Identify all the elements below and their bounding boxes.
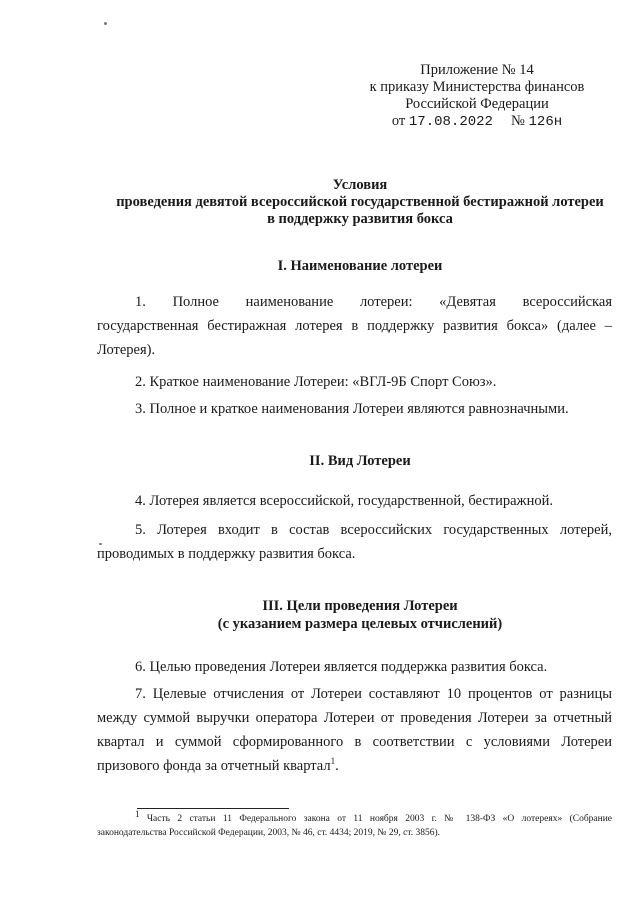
paragraph-5: [97, 518, 612, 566]
footnote-separator: [137, 808, 289, 809]
p1-line-1: 1. Полное наименование лотереи: «Девятая всероссийская: [135, 294, 612, 310]
p5-line-1: 5. Лотерея входит в состав всероссийских государственных лотерей,: [135, 522, 612, 538]
footnote: [97, 808, 613, 840]
footnote-marker: 1: [135, 808, 140, 819]
section-1-heading: [60, 257, 640, 275]
scan-speck: [104, 22, 107, 25]
p7-line-3: квартал и суммой сформированного в соответствии с условиями Лотереи: [97, 734, 612, 750]
footnote-line-1: [97, 808, 613, 826]
p7-line-2: между суммой выручки оператора Лотереи от проведения Лотереи за отчетный: [97, 710, 612, 726]
footnote-line-1-text: Часть 2 статьи 11 Федерального закона от 11 ноября 2003 г. № 138-ФЗ «О лотереях» (Собрание: [146, 814, 613, 824]
paragraph-1: [97, 290, 612, 362]
p7-line-1: 7. Целевые отчисления от Лотереи составляют 10 процентов от разницы: [135, 686, 612, 702]
section-2-heading: [60, 452, 640, 470]
title-line-1: Условия: [332, 177, 388, 193]
section-1-heading-text: I. Наименование лотереи: [277, 258, 443, 274]
appendix-number: Приложение № 14: [420, 62, 534, 78]
p3-text: 3. Полное и краткое наименования Лотереи являются равнозначными.: [135, 401, 569, 417]
p6-text: 6. Целью проведения Лотереи является поддержка развития бокса.: [135, 659, 548, 675]
appendix-header: [357, 62, 597, 131]
date-prefix: от: [391, 113, 406, 129]
document-title: [60, 177, 640, 228]
paragraph-7: [97, 682, 612, 778]
title-line-3: в поддержку развития бокса: [267, 211, 453, 227]
p1-line-2: государственная бестиражная лотерея в поддержку развития бокса» (далее –: [97, 318, 612, 334]
section-3-heading: [60, 597, 640, 633]
number-sign: №: [511, 113, 525, 129]
title-line-2: проведения девятой всероссийской государственной бестиражной лотереи: [116, 194, 604, 210]
appendix-date-row: [357, 113, 597, 131]
paragraph-6: [97, 655, 612, 679]
appendix-country: Российской Федерации: [405, 96, 549, 112]
footnote-reference[interactable]: 1: [330, 756, 336, 767]
paragraph-3: [97, 397, 612, 421]
section-3-heading-line-2: (с указанием размера целевых отчислений): [217, 616, 503, 632]
order-date: 17.08.2022: [408, 114, 493, 130]
p5-line-2: проводимых в поддержку развития бокса.: [97, 546, 356, 562]
paragraph-4: [97, 489, 612, 513]
appendix-order-ref: к приказу Министерства финансов: [369, 79, 585, 95]
p4-text: 4. Лотерея является всероссийской, государственной, бестиражной.: [135, 493, 553, 509]
footnote-line-2: законодательства Российской Федерации, 2003, № 46, ст. 4434; 2019, № 29, ст. 3856).: [97, 828, 441, 838]
p7-line-4: [97, 754, 612, 778]
p7-period: .: [335, 758, 339, 774]
p1-line-3: Лотерея).: [97, 342, 156, 358]
paragraph-2: [97, 370, 612, 394]
p7-line-4-text: призового фонда за отчетный квартал: [97, 758, 331, 774]
section-3-heading-line-1: III. Цели проведения Лотереи: [262, 598, 458, 614]
order-number: 126н: [528, 114, 563, 130]
p2-text: 2. Краткое наименование Лотереи: «ВГЛ-9Б Спорт Союз».: [135, 374, 497, 390]
section-2-heading-text: II. Вид Лотереи: [309, 453, 411, 469]
